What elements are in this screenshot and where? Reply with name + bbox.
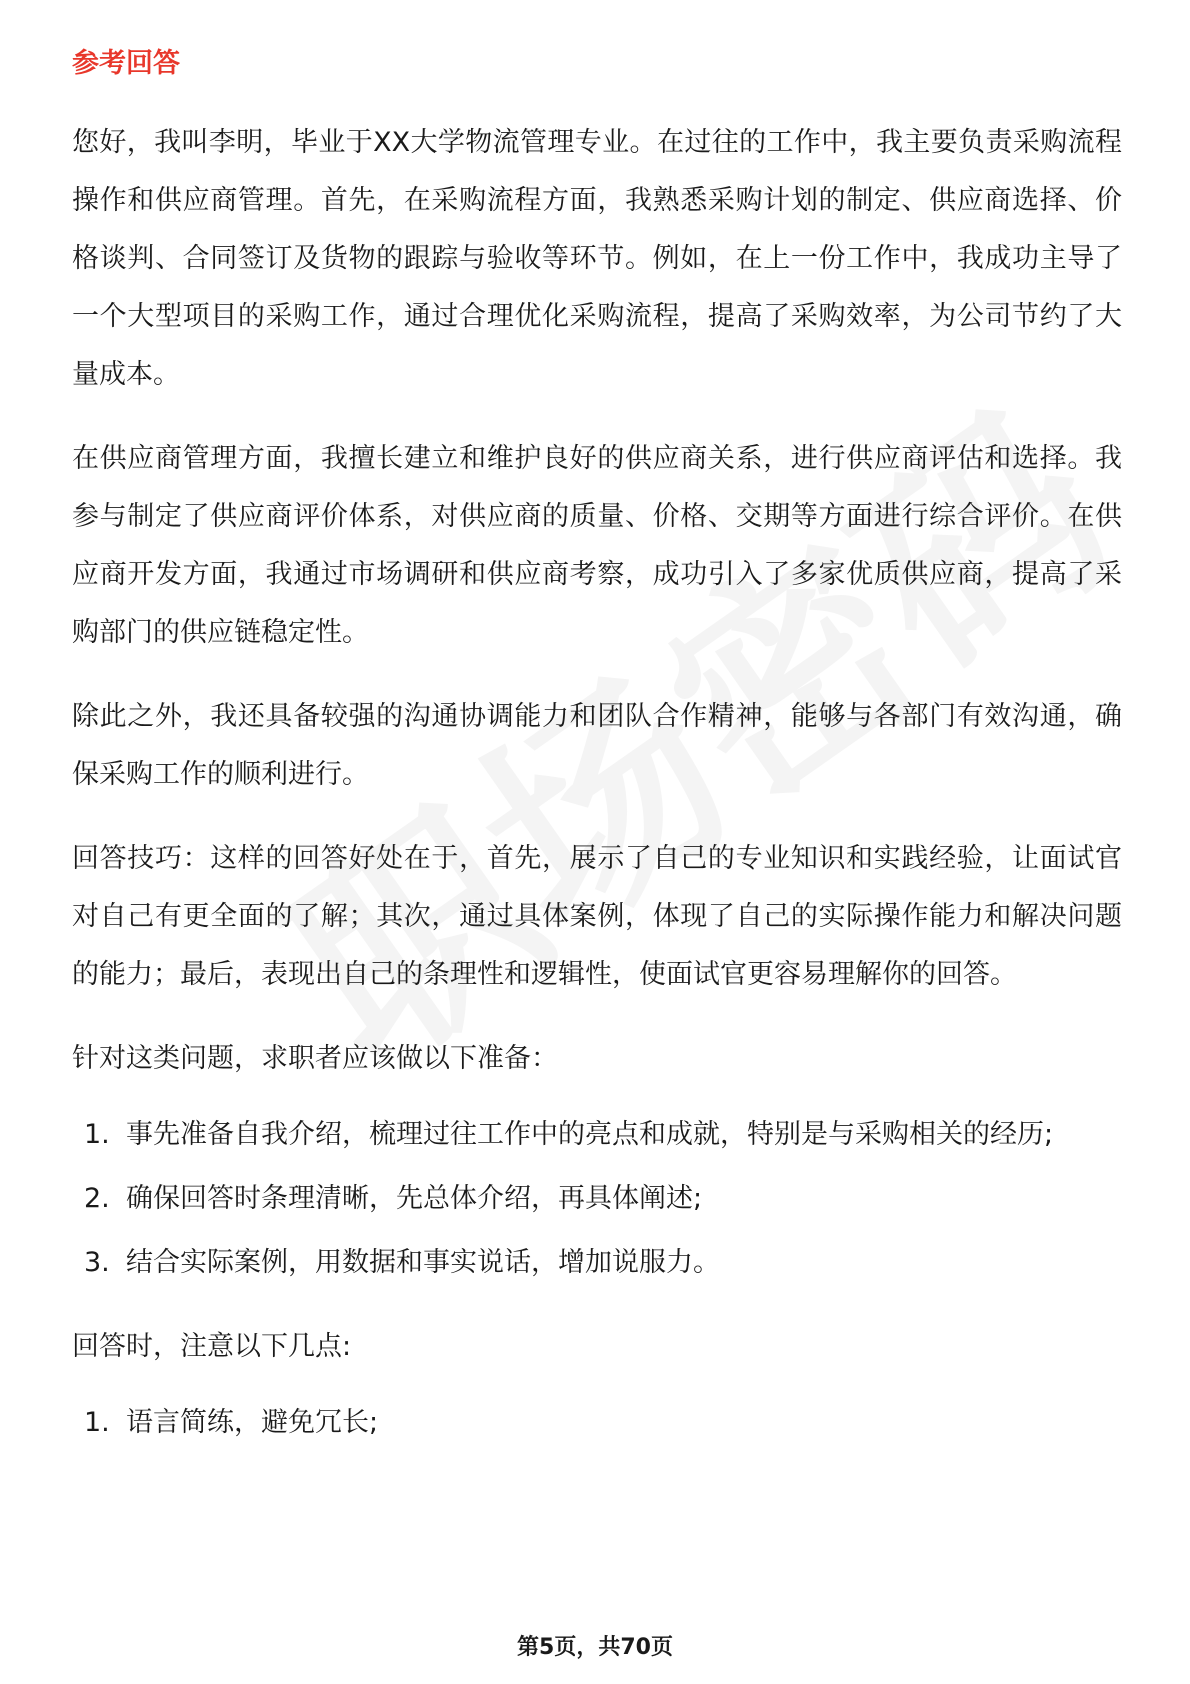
section-title: 参考回答 [72, 48, 180, 79]
paragraph-tips: 回答技巧：这样的回答好处在于，首先，展示了自己的专业知识和实践经验，让面试官对自己有更全面的了解；其次，通过具体案例，体现了自己的实际操作能力和解决问题的能力；最后，表现出自己的条理性和逻辑性，使面试官更容易理解你的回答。 [72, 843, 1122, 990]
list-number: 1. [84, 1407, 110, 1438]
page-footer: 第5页，共70页 [517, 1635, 673, 1660]
list-text: 语言简练，避免冗长; [126, 1407, 379, 1438]
list-number: 3. [84, 1247, 110, 1278]
paragraph-supplier: 在供应商管理方面，我擅长建立和维护良好的供应商关系，进行供应商评估和选择。我参与制定了供应商评价体系，对供应商的质量、价格、交期等方面进行综合评价。在供应商开发方面，我通过市场调研和供应商考察，成功引入了多家优质供应商，提高了采购部门的供应链稳定性。 [72, 443, 1122, 648]
notes-list [72, 1394, 1122, 1452]
list-item [72, 1394, 1122, 1452]
list-text: 事先准备自我介绍，梳理过往工作中的亮点和成就，特别是与采购相关的经历; [126, 1119, 1054, 1150]
paragraph-intro: 您好，我叫李明，毕业于XX大学物流管理专业。在过往的工作中，我主要负责采购流程操作和供应商管理。首先，在采购流程方面，我熟悉采购计划的制定、供应商选择、价格谈判、合同签订及货物的跟踪与验收等环节。例如，在上一份工作中，我成功主导了一个大型项目的采购工作，通过合理优化采购流程，提高了采购效率，为公司节约了大量成本。 [72, 127, 1122, 390]
prep-list [72, 1106, 1122, 1292]
list-text: 确保回答时条理清晰，先总体介绍，再具体阐述; [126, 1183, 703, 1214]
list-item [72, 1170, 1122, 1228]
list-number: 2. [84, 1183, 110, 1214]
list-item [72, 1106, 1122, 1164]
paragraph-prep-intro: 针对这类问题，求职者应该做以下准备： [72, 1043, 558, 1074]
list-item [72, 1234, 1122, 1292]
list-text: 结合实际案例，用数据和事实说话，增加说服力。 [126, 1247, 720, 1278]
paragraph-notes-intro: 回答时，注意以下几点: [72, 1331, 352, 1362]
paragraph-communication: 除此之外，我还具备较强的沟通协调能力和团队合作精神，能够与各部门有效沟通，确保采购工作的顺利进行。 [72, 701, 1122, 790]
document-page [72, 44, 1122, 1478]
list-number: 1. [84, 1119, 110, 1150]
